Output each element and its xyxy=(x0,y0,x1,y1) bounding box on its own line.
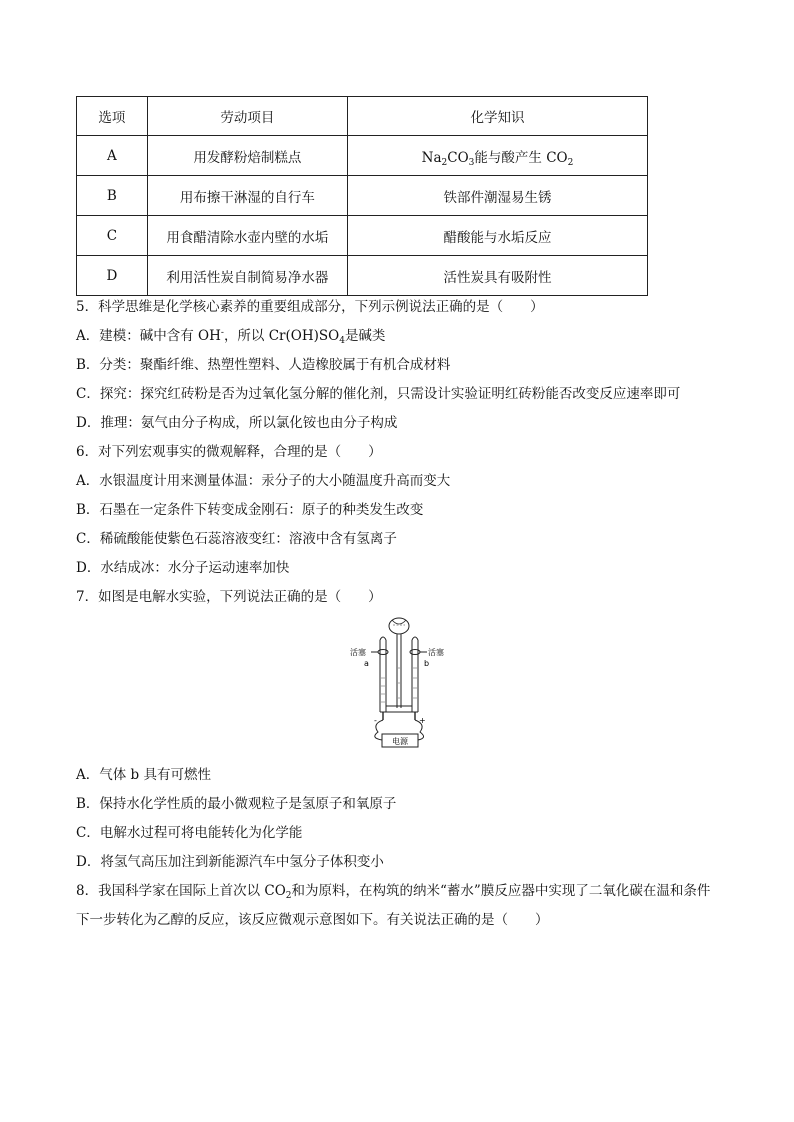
row-task: 用发酵粉焙制糕点 xyxy=(147,136,347,176)
q7-option-c: C．电解水过程可将电能转化为化学能 xyxy=(76,825,303,841)
q8-stem-line2: 下一步转化为乙醇的反应，该反应微观示意图如下。有关说法正确的是（ ） xyxy=(76,912,549,928)
q5-option-a: A．建模：碱中含有 OH-，所以 $Cr(OH)SO_4$是碱类 xyxy=(76,328,386,346)
chem-knowledge-table xyxy=(76,96,648,296)
q8-stem-line1: 8．我国科学家在国际上首次以 $CO_2$和为原料，在构筑的纳米“蓄水”膜反应器中实现了二氧化碳在温和条件 xyxy=(76,883,711,901)
header-knowledge: 化学知识 xyxy=(348,97,648,136)
q5-stem: 5．科学思维是化学核心素养的重要组成部分，下列示例说法正确的是（ ） xyxy=(76,299,544,315)
row-option: A xyxy=(77,136,148,176)
power-supply-label: 电源 xyxy=(392,737,408,746)
row-option: D xyxy=(77,256,148,296)
table-header-row xyxy=(77,97,648,136)
minus-sign: - xyxy=(374,716,377,725)
row-option: B xyxy=(77,176,148,216)
q6-option-c: C．稀硫酸能使紫色石蕊溶液变红：溶液中含有氢离子 xyxy=(76,531,397,547)
table-row xyxy=(77,176,648,216)
table-row xyxy=(77,256,648,296)
q5-option-c: C．探究：探究红砖粉是否为过氧化氢分解的催化剂，只需设计实验证明红砖粉能否改变反应速率即可 xyxy=(76,386,681,402)
plus-sign: + xyxy=(419,716,426,725)
table-row xyxy=(77,216,648,256)
header-task: 劳动项目 xyxy=(147,97,347,136)
q6-option-a: A．水银温度计用来测量体温：汞分子的大小随温度升高而变大 xyxy=(76,473,451,489)
row-knowledge: 活性炭具有吸附性 xyxy=(348,256,648,296)
q6-stem: 6．对下列宏观事实的微观解释，合理的是（ ） xyxy=(76,444,382,460)
row-option: C xyxy=(77,216,148,256)
q6-option-d: D．水结成冰：水分子运动速率加快 xyxy=(76,560,290,576)
gas-a-label: a xyxy=(364,659,369,668)
header-option: 选项 xyxy=(77,97,148,136)
row-knowledge: 醋酸能与水垢反应 xyxy=(348,216,648,256)
gas-b-label: b xyxy=(424,659,430,668)
row-knowledge: $Na_2CO_3$能与酸产生 $CO_2$ xyxy=(348,136,648,176)
row-task: 利用活性炭自制简易净水器 xyxy=(147,256,347,296)
table-row xyxy=(77,136,648,176)
q7-option-a: A．气体 b 具有可燃性 xyxy=(76,767,211,783)
row-task: 用布擦干淋湿的自行车 xyxy=(147,176,347,216)
q6-option-b: B．石墨在一定条件下转变成金刚石：原子的种类发生改变 xyxy=(76,502,424,518)
row-task: 用食醋清除水壶内壁的水垢 xyxy=(147,216,347,256)
row-knowledge: 铁部件潮湿易生锈 xyxy=(348,176,648,216)
left-valve-label: 活塞 xyxy=(350,648,366,657)
q7-option-d: D．将氢气高压加注到新能源汽车中氢分子体积变小 xyxy=(76,854,384,870)
right-valve-label: 活塞 xyxy=(428,648,444,657)
q7-stem: 7．如图是电解水实验，下列说法正确的是（ ） xyxy=(76,589,382,605)
q5-option-d: D．推理：氨气由分子构成，所以氯化铵也由分子构成 xyxy=(76,415,398,431)
q7-option-b: B．保持水化学性质的最小微观粒子是氢原子和氧原子 xyxy=(76,796,397,812)
electrolysis-apparatus-figure xyxy=(340,608,460,758)
q5-option-b: B．分类：聚酯纤维、热塑性塑料、人造橡胶属于有机合成材料 xyxy=(76,357,451,373)
